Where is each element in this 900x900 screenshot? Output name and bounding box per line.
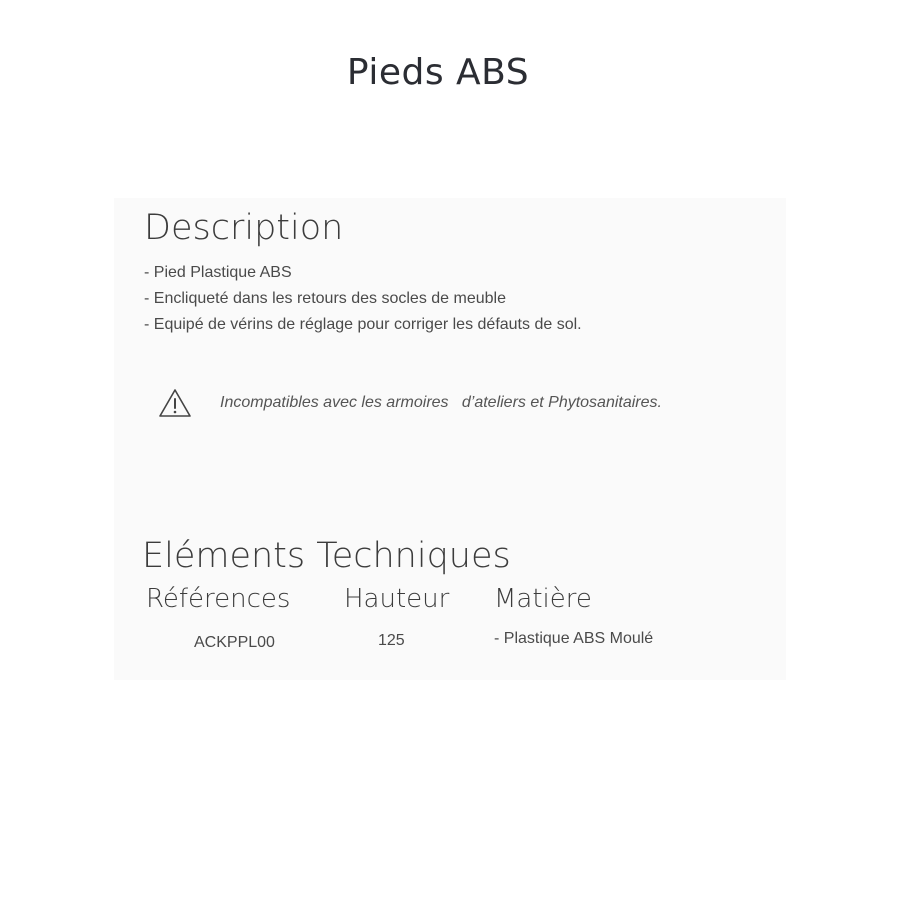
technical-table xyxy=(144,584,694,652)
description-item: - Encliqueté dans les retours des socles de meuble xyxy=(144,290,506,307)
column-references xyxy=(144,584,344,652)
column-hauteur xyxy=(344,584,494,652)
cell-reference: ACKPPL00 xyxy=(194,634,275,651)
warning-text: Incompatibles avec les armoires d’ateliers et Phytosanitaires. xyxy=(220,394,662,411)
column-matiere xyxy=(494,584,694,652)
description-heading: Description xyxy=(144,208,344,248)
column-header-references: Références xyxy=(146,584,291,614)
product-info-panel xyxy=(114,198,786,680)
warning-triangle-icon xyxy=(158,388,192,418)
column-header-matiere: Matière xyxy=(494,584,592,614)
description-item: - Pied Plastique ABS xyxy=(144,264,292,281)
cell-matiere: - Plastique ABS Moulé xyxy=(494,630,654,647)
column-header-hauteur: Hauteur xyxy=(344,584,450,614)
page-title: Pieds ABS xyxy=(346,52,530,93)
description-item: - Equipé de vérins de réglage pour corriger les défauts de sol. xyxy=(144,316,582,333)
description-list xyxy=(144,260,582,338)
cell-hauteur: 125 xyxy=(378,632,405,649)
technical-heading: Eléments Techniques xyxy=(142,536,511,576)
warning-notice xyxy=(158,388,662,418)
